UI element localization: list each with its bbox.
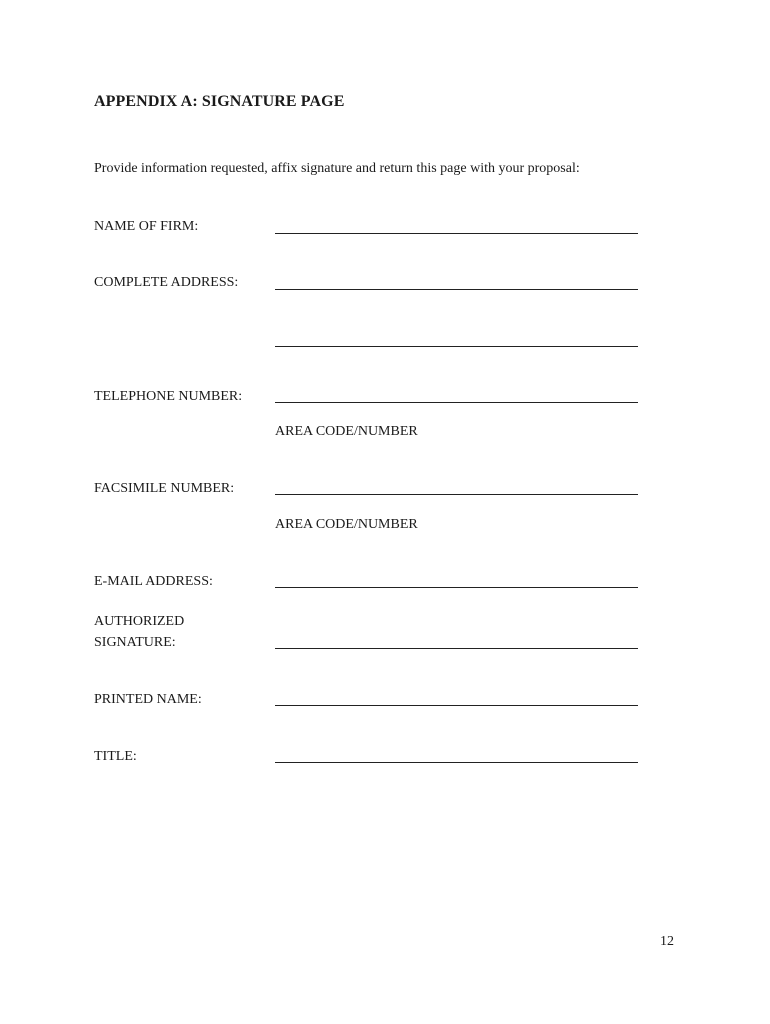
address-line-2[interactable]	[275, 346, 638, 347]
address-label: COMPLETE ADDRESS:	[94, 275, 239, 290]
firm-name-line[interactable]	[275, 233, 638, 234]
telephone-line[interactable]	[275, 402, 638, 403]
printed-name-label: PRINTED NAME:	[94, 692, 202, 707]
facsimile-line[interactable]	[275, 494, 638, 495]
facsimile-label: FACSIMILE NUMBER:	[94, 481, 235, 496]
email-line[interactable]	[275, 587, 638, 588]
address-line-1[interactable]	[275, 289, 638, 290]
title-field-line[interactable]	[275, 762, 638, 763]
printed-name-line[interactable]	[275, 705, 638, 706]
page-number: 12	[660, 934, 674, 949]
signature-line[interactable]	[275, 648, 638, 649]
facsimile-hint: AREA CODE/NUMBER	[275, 517, 418, 532]
signature-label-line1: AUTHORIZED	[94, 614, 185, 629]
email-label: E-MAIL ADDRESS:	[94, 574, 213, 589]
title-field-label: TITLE:	[94, 749, 137, 764]
telephone-hint: AREA CODE/NUMBER	[275, 424, 418, 439]
signature-label-line2: SIGNATURE:	[94, 635, 176, 650]
page-title: APPENDIX A: SIGNATURE PAGE	[94, 93, 345, 110]
instructions-text: Provide information requested, affix signature and return this page with your proposal:	[94, 161, 580, 176]
telephone-label: TELEPHONE NUMBER:	[94, 389, 243, 404]
firm-name-label: NAME OF FIRM:	[94, 219, 199, 234]
